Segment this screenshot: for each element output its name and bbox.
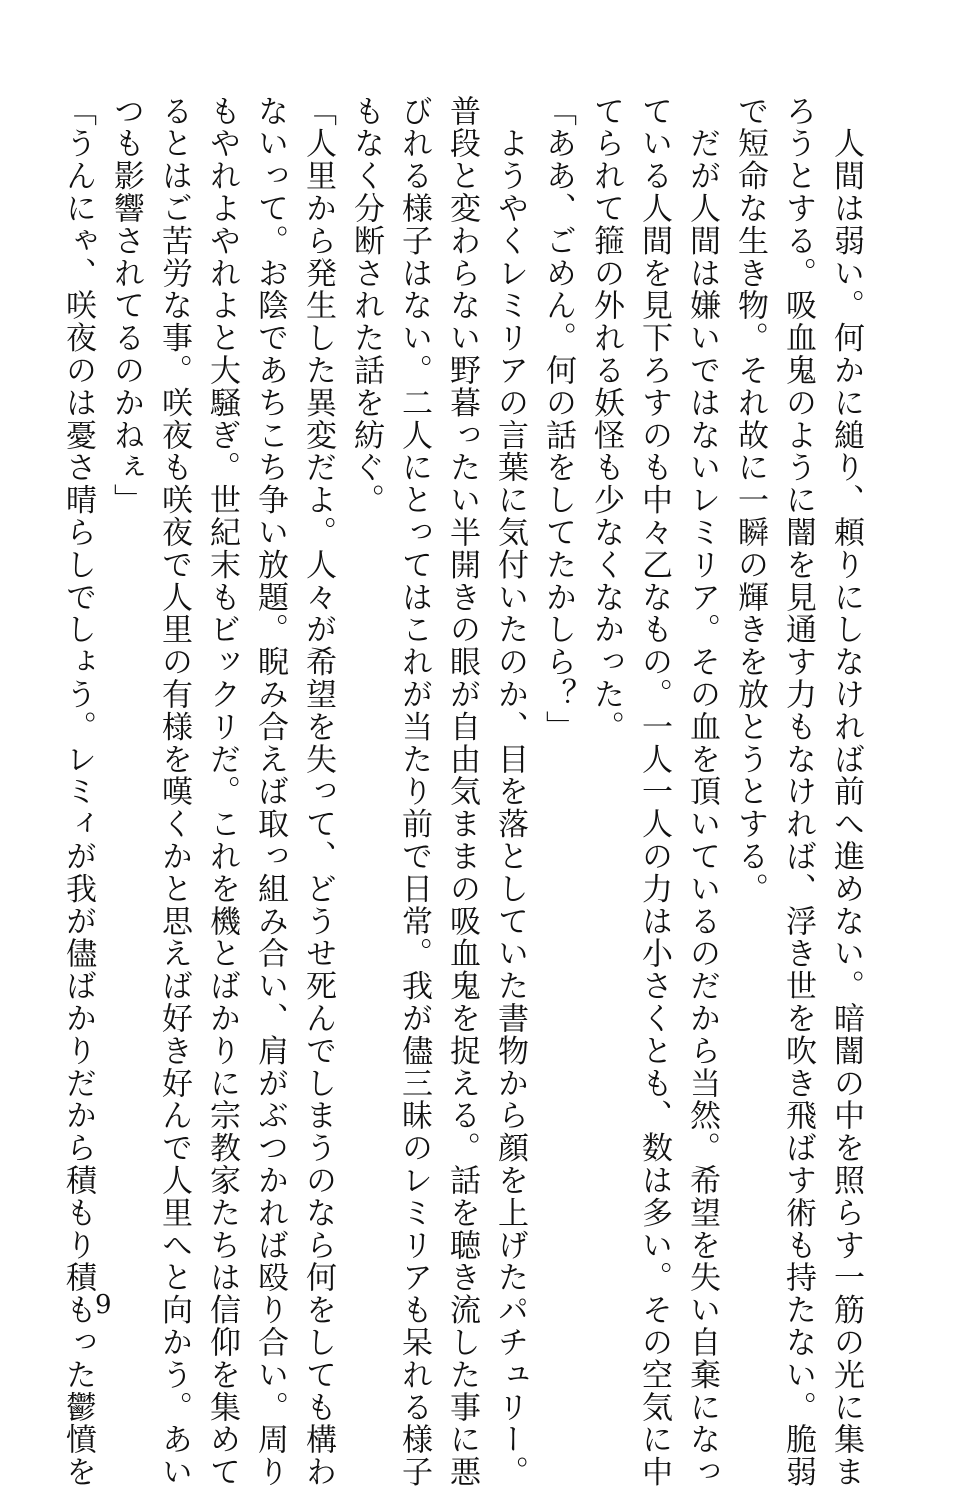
text-line: 「人里から発生した異変だよ。人々が希望を失って、どうせ死んでしまうのなら何をしても構わ bbox=[300, 95, 336, 1488]
page-number: 9 bbox=[95, 1290, 112, 1320]
text-line: るとはご苦労な事。咲夜も咲夜で人里の有様を嘆くかと思えば好き好んで人里へと向かう。あい bbox=[156, 95, 192, 1488]
text-line: ようやくレミリアの言葉に気付いたのか、目を落としていた書物から顔を上げたパチュリー。 bbox=[492, 95, 528, 1488]
text-line: だが人間は嫌いではないレミリア。その血を頂いているのだから当然。希望を失い自棄になっ bbox=[684, 95, 720, 1488]
text-line: ている人間を見下ろすのも中々乙なもの。一人一人の力は小さくとも、数は多い。その空気に中 bbox=[636, 95, 672, 1488]
text-line: びれる様子はない。二人にとってはこれが当たり前で日常。我が儘三昧のレミリアも呆れる様子 bbox=[396, 95, 432, 1488]
text-line: ろうとする。吸血鬼のように闇を見通す力もなければ、浮き世を吹き飛ばす術も持たない。脆弱 bbox=[780, 95, 816, 1488]
text-line: もやれよやれよと大騒ぎ。世紀末もビックリだ。これを機とばかりに宗教家たちは信仰を集めて bbox=[204, 95, 240, 1488]
text-line: 「うんにゃ、咲夜のは憂さ晴らしでしょう。レミィが我が儘ばかりだから積もり積もった鬱憤を bbox=[60, 95, 96, 1488]
text-line: てられて箍の外れる妖怪も少なくなかった。 bbox=[588, 95, 624, 743]
body-text bbox=[60, 95, 870, 1488]
text-line: もなく分断された話を紡ぐ。 bbox=[348, 95, 384, 517]
text-line: 「ああ、ごめん。何の話をしてたかしら？」 bbox=[540, 95, 576, 743]
text-line: つも影響されてるのかねぇ」 bbox=[108, 95, 144, 517]
text-line: 普段と変わらない野暮ったい半開きの眼が自由気ままの吸血鬼を捉える。話を聴き流した事に悪 bbox=[444, 95, 480, 1488]
text-line: ないって。お陰であちこち争い放題。睨み合えば取っ組み合い、肩がぶつかれば殴り合い。周り bbox=[252, 95, 288, 1488]
text-line: 人間は弱い。何かに縋り、頼りにしなければ前へ進めない。暗闇の中を照らす一筋の光に集ま bbox=[828, 95, 864, 1488]
text-line: で短命な生き物。それ故に一瞬の輝きを放とうとする。 bbox=[732, 95, 768, 905]
